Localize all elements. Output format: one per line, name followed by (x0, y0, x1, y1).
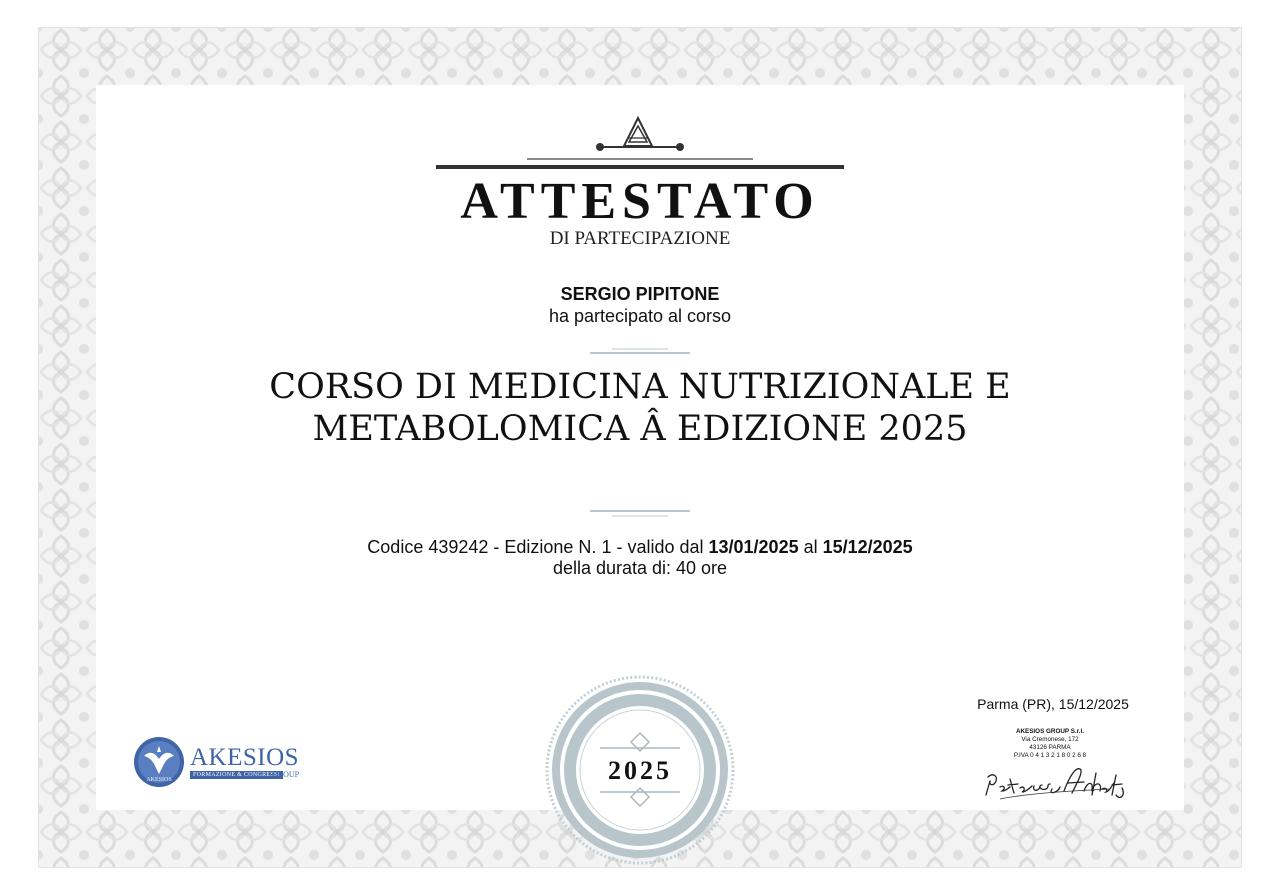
course-code: Codice 439242 - Edizione N. 1 - valido dal (367, 537, 709, 557)
place-date: Parma (PR), 15/12/2025 (977, 696, 1129, 712)
date-connector: al (798, 537, 823, 557)
logo-subtitle: FORMAZIONE & CONGRESSI (190, 771, 283, 779)
end-date: 15/12/2025 (822, 537, 913, 557)
certificate-subtitle: DI PARTECIPAZIONE (549, 228, 731, 249)
triangle-emblem-icon (624, 118, 652, 146)
stamp-city: 43126 PARMA (1029, 744, 1071, 751)
signature-text: Petrusgh Anchetta (980, 755, 989, 756)
separator-bottom (590, 508, 690, 518)
recipient-name: SERGIO PIPITONE (560, 284, 720, 304)
handwritten-signature (980, 755, 1130, 815)
logo-name: AKESIOS (190, 744, 300, 771)
stamp-company: AKESIOS GROUP S.r.l. (1015, 728, 1085, 735)
seal-year: 2025 (608, 756, 672, 785)
logo-emblem-text: AKESIOS (146, 777, 172, 783)
separator-top (590, 347, 690, 355)
header-ornament (430, 110, 850, 172)
participation-text: ha partecipato al corso (548, 306, 732, 326)
start-date: 13/01/2025 (708, 537, 799, 557)
course-title (0, 366, 1280, 450)
course-duration: della durata di: 40 ore (552, 558, 728, 578)
logo-group: GROUP (272, 770, 300, 779)
stamp-street: Via Cremonese, 172 (1021, 736, 1079, 743)
stamp-vat: P.IVA 0 4 1 3 2 1 8 0 2 6 8 (1013, 752, 1087, 759)
year-seal (545, 675, 735, 865)
certificate-title: ATTESTATO (460, 173, 820, 230)
course-code-line (0, 537, 1280, 558)
course-title-line-1: CORSO DI MEDICINA NUTRIZIONALE E (269, 367, 1011, 407)
course-title-line-2: METABOLOMICA Â EDIZIONE 2025 (312, 409, 968, 449)
